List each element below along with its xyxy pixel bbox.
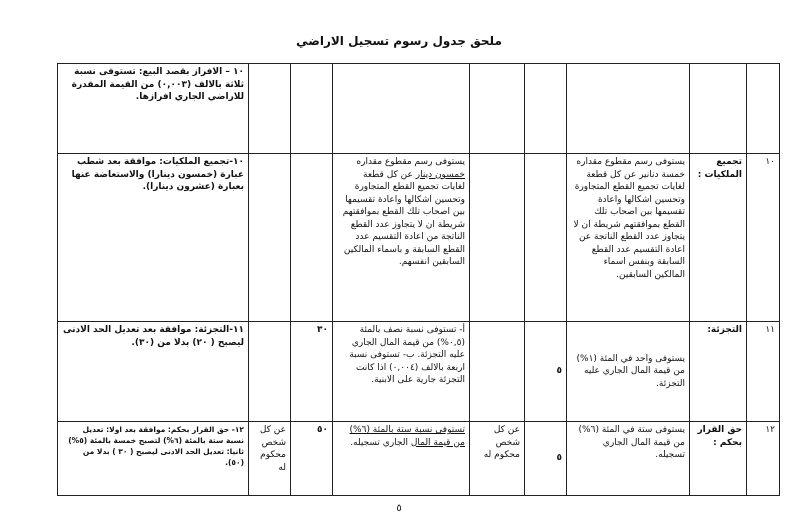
committee-note: ١٢- حق القرار بحكم: موافقة بعد اولا: تعديل نسبة ستة بالمئة (٦%) لتصبح خمسة بالمئة (٥%) ثانيا: تعديل الحد الادنى ليصبح ( ٣٠ ) بدلا من (٥٠). [58,422,249,496]
proposed-fee-rest: الجاري تسجيله. [350,437,411,448]
committee-note: ١١-التجزئة: موافقة بعد تعديل الحد الادنى ليصبح ( ٢٠) بدلا من (٣٠). [58,322,249,422]
proposed-min-amount [291,64,333,154]
proposed-min-amount: ٣٠ [291,322,333,422]
proposed-fee-text: أ- تستوفى نسبة نصف بالمئة (٠,٥%) من قيمة المال الجاري عليه التجزئة. ب- تستوفى نسبة اربعة بالالف (٠,٠٠٤) اذا كانت التجزئة جارية على الابنية. [333,322,470,422]
row-number: ١١ [747,322,780,422]
item-name [690,64,747,154]
current-min-amount [525,64,567,154]
current-per-person [470,64,525,154]
current-min-amount: ٥ [525,422,567,496]
table-row [58,322,780,422]
proposed-fee-text [333,422,470,496]
row-number: ١٢ [747,422,780,496]
committee-note: ١٠-تجميع الملكيات: موافقة بعد شطب عبارة (خمسون دينارا) والاستعاضة عنها بعبارة (عشرون دينارا). [58,154,249,322]
item-name: حق القرار بحكم : [690,422,747,496]
page-number: ٥ [396,503,402,514]
proposed-fee-underlined: تستوفى نسبة ستة بالمئة (٦%) من قيمة المال [349,425,465,448]
committee-note: ١٠ – الافراز بقصد البيع: تستوفى نسبة ثلاثة بالالف (٠,٠٠٣) من القيمة المقدرة للاراضي الجاري افرازها. [58,64,249,154]
proposed-per-person [249,322,291,422]
current-fee-text [567,64,690,154]
current-fee-text: يستوفى رسم مقطوع مقداره خمسة دنانير عن كل قطعة لغايات تجميع القطع المتجاورة وتحسين اشكالها واعادة تقسيمها بين اصحاب تلك القطع بموافقتهم شريطة ان لا يتجاوز عدد القطع الناتجة عن اعادة التقسيم عدد القطع السابقة وبنفس اسماء المالكين السابقين. [567,154,690,322]
proposed-min-amount [291,154,333,322]
current-per-person [470,154,525,322]
item-name: التجزئة: [690,322,747,422]
table-row [58,64,780,154]
row-number [747,64,780,154]
proposed-per-person [249,154,291,322]
proposed-min-amount: ٥٠ [291,422,333,496]
fees-table [57,63,780,496]
proposed-per-person [249,64,291,154]
proposed-fee-text [333,154,470,322]
proposed-fee-rest: عن كل قطعة لغايات تجميع القطع المتجاورة وتحسين اشكالها واعادة تقسيمها بين اصحاب تلك القطع بموافقتهم شريطة ان لا يتجاوز عدد القطع الناتجة من اعادة التقسيم عدد القطع السابقة و باسماء المالكين السابقين انفسهم. [342,169,465,267]
current-per-person [470,322,525,422]
current-min-amount: ٥ [525,322,567,422]
table-row [58,422,780,496]
table-row [58,154,780,322]
page-title: ملحق جدول رسوم تسجيل الاراضي [296,34,502,48]
current-fee-text: يستوفى واحد في المئة (١%) من قيمة المال الجاري عليه التجزئة. [567,322,690,422]
current-per-person: عن كل شخص محكوم له [470,422,525,496]
item-name: تجميع الملكيات : [690,154,747,322]
proposed-fee-lead: يستوفى رسم مقطوع مقداره [356,157,465,167]
current-min-amount [525,154,567,322]
row-number: ١٠ [747,154,780,322]
proposed-fee-underlined: خمسون دينار [415,169,465,180]
proposed-fee-text [333,64,470,154]
proposed-per-person: عن كل شخص محكوم له [249,422,291,496]
current-fee-text: يستوفى ستة في المئة (٦%) من قيمة المال الجاري تسجيله. [567,422,690,496]
